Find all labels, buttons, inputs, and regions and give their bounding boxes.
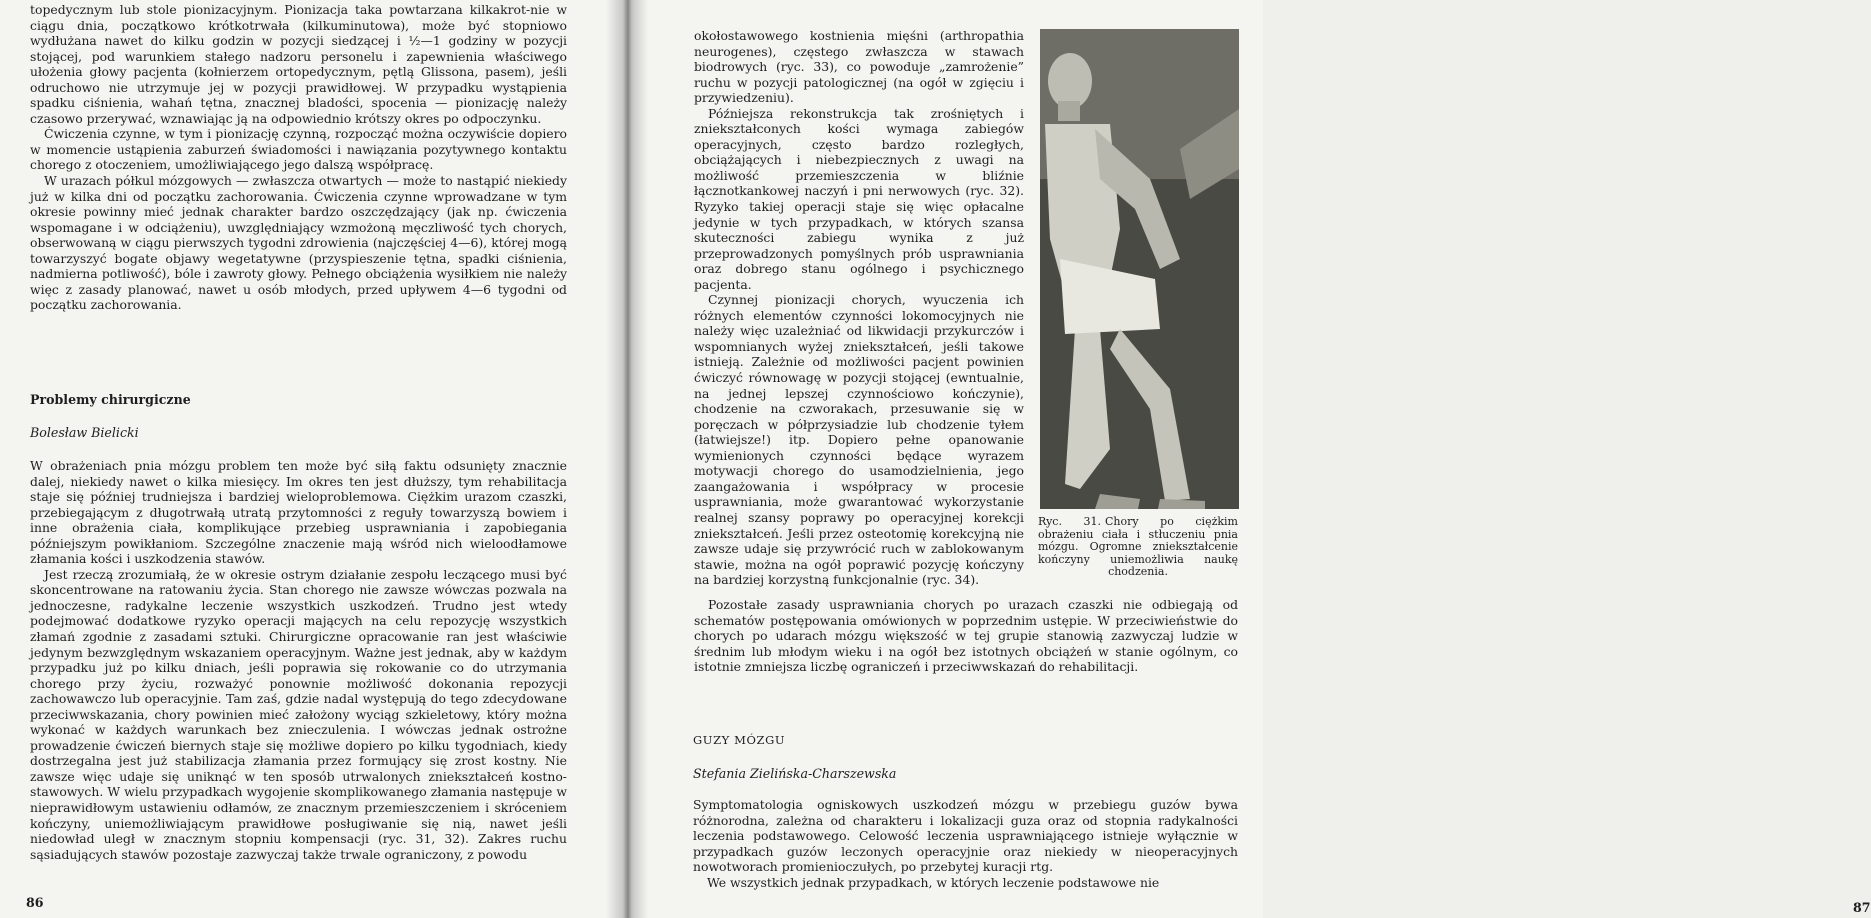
left-page — [0, 0, 628, 918]
figure-label: Ryc. 31. — [1038, 515, 1102, 528]
paragraph: Symptomatologia ogniskowych uszkodzeń mózgu w przebiegu guzów bywa różnorodna, zależna od charakteru i lokalizacji guza oraz od stopnia radykalności leczenia podstawowego. Celowość leczenia usprawniającego istnieje wyłącznie w przypadkach guzów leczonych operacyjnie oraz niekiedy w nieoperacyjnych nowotworach promienioczułych, po przebytej kuracji rtg. — [693, 797, 1238, 875]
paragraph: okołostawowego kostnienia mięśni (arthropathia neurogenes), częstego zwłaszcza w stawach biodrowych (ryc. 33), co powoduje „zamrożenie” ruchu w pozycji patologicznej (na ogół w zgięciu i przywiedzeniu). — [694, 28, 1024, 106]
page-number-left: 86 — [26, 895, 44, 910]
patient-figure-illustration — [1040, 29, 1239, 509]
section-title-surgical: Problemy chirurgiczne — [30, 392, 191, 407]
right-section-text — [693, 797, 1238, 890]
section-author: Stefania Zielińska-Charszewska — [693, 766, 897, 781]
left-section-text — [30, 458, 567, 862]
right-full-text — [694, 597, 1238, 675]
paragraph: Czynnej pionizacji chorych, wyuczenia ich różnych elementów czynności lokomocyjnych nie należy więc uzależniać od likwidacji przykurczów i wspomnianych wyżej zniekształceń, jeśli takowe istnieją. Zależnie od możliwości pacjent powinien ćwiczyć równowagę w pozycji stojącej (ewntualnie, na jednej lepszej czynnościowo kończynie), chodzenie na czworakach, przesuwanie się w poręczach w półprzysiadzie lub chodzenie tyłem (łatwiejsze!) itp. Dopiero pełne opanowanie wymienionych czynności będące wyrazem motywacji chorego do usamodzielnienia, jego zaangażowania i współpracy w procesie usprawniania, może gwarantować wykorzystanie realnej szansy poprawy po operacyjnej korekcji zniekształceń. Jeśli przez osteotomię korekcyjną nie zawsze udaje się przywrócić ruch w zablokowanym stawie, można na ogół poprawić pozycję kończyny na bardziej korzystną funkcjonalnie (ryc. 34). — [694, 292, 1024, 588]
paragraph: We wszystkich jednak przypadkach, w których leczenie podstawowe nie — [707, 874, 1160, 890]
figure-caption — [1038, 516, 1238, 579]
paragraph: Jest rzeczą zrozumiałą, że w okresie ostrym działanie zespołu leczącego musi być skoncentrowane na ratowaniu życia. Stan chorego nie zawsze wówczas pozwala na jednoczesne, radykalne leczenie wszystkich uszkodzeń. Trudno jest wtedy podejmować dodatkowe ryzyko operacji mających na celu repozycję wszystkich złamań zgodnie z zasadami sztuki. Chirurgiczne opracowanie ran jest właściwie jedynym bezwzględnym wskazaniem operacyjnym. Ważne jest jednak, aby w każdym przypadku już po kilku dniach, jeśli poprawia się rokowanie co do utrzymania chorego przy życiu, rozważyć ponownie możliwość dokonania repozycji zachowawczo lub operacyjnie. Tam zaś, gdzie nadal występują do tego zdecydowane przeciwwskazania, chory powinien mieć założony wyciąg szkieletowy, który można wykonać w każdych warunkach bez znieczulenia. I wówczas jednak ostrożne prowadzenie ćwiczeń biernych staje się możliwe dopiero po kilku tygodniach, kiedy dostrzegalna jest już stabilizacja złamania przez formujący się zrost kostny. Nie zawsze więc udaje się uniknąć w ten sposób utrwalonych zniekształceń kostno-stawowych. W wielu przypadkach wygojenie skomplikowanego złamania następuje w nieprawidłowym ustawieniu odłamów, ze znacznym przemieszczeniem i skróceniem kończyny, uniemożliwiającym prawidłowe posługiwanie się nią, nawet jeśli niedowład uległ w znacznym stopniu kompensacji (ryc. 31, 32). Zakres ruchu sąsiadujących stawów pozostaje zazwyczaj także trwale ograniczony, z powodu — [30, 566, 567, 862]
paragraph: W obrażeniach pnia mózgu problem ten może być siłą faktu odsunięty znacznie dalej, niekiedy nawet o kilka miesięcy. Im okres ten jest dłuższy, tym rehabilitacja staje się później trudniejsza i bardziej wieloproblemowa. Ciężkim urazom czaszki, przebiegającym z długotrwałą utratą przytomności z reguły towarzyszą bowiem i inne obrażenia ciała, komplikujące przebieg usprawniania i zapobiegania późniejszym powikłaniom. Szczególne znaczenie mają wśród nich wieloodłamowe złamania kości i uszkodzenia stawów. — [30, 458, 567, 567]
left-intro-text — [30, 2, 567, 313]
right-page — [634, 0, 1871, 918]
figure-photo — [1040, 29, 1239, 509]
paragraph: Ćwiczenia czynne, w tym i pionizację czynną, rozpocząć można oczywiście dopiero w momencie ustąpienia zaburzeń świadomości i nawiązania pozytywnego kontaktu chorego z otoczeniem, umożliwiającego jego dalszą współpracę. — [30, 126, 567, 173]
paragraph: Pozostałe zasady usprawniania chorych po urazach czaszki nie odbiegają od schematów postępowania omówionych w poprzednim ustępie. W przeciwieństwie do chorych po udarach mózgu większość w tej grupie stanowią zazwyczaj ludzie w średnim lub młodym wieku i na ogół bez istotnych obciążeń w stanie ogólnym, co istotnie zmniejsza liczbę ograniczeń i przeciwwskazań do rehabilitacji. — [694, 597, 1238, 675]
page-number-right: 87 — [1853, 900, 1871, 915]
figure-caption-text: Chory po ciężkim obrażeniu ciała i stłuczeniu pnia mózgu. Ogromne zniekształcenie kończyny uniemożliwia naukę chodzenia. — [1038, 515, 1238, 579]
paragraph: Późniejsza rekonstrukcja tak zrośniętych i zniekształconych kości wymaga zabiegów operacyjnych, często bardzo rozległych, obciążających i niebezpiecznych z uwagi na możliwość przemieszczenia w bliźnie łącznotkankowej naczyń i pni nerwowych (ryc. 32). Ryzyko takiej operacji staje się więc opłacalne jedynie w tych przypadkach, w których szansa skuteczności zabiegu wynika z już przeprowadzonych pomyślnych prób usprawniania oraz dobrego stanu ogólnego i psychicznego pacjenta. — [694, 105, 1024, 292]
paragraph: W urazach półkul mózgowych — zwłaszcza otwartych — może to nastąpić niekiedy już w kilka dni od początku zachorowania. Ćwiczenia czynne wprowadzane w tym okresie powinny mieć jednak charakter bardzo oszczędzający (jak np. ćwiczenia wspomagane i w odciążeniu), uwzględniający wzmożoną męczliwość tych chorych, obserwowaną w ciągu pierwszych tygodni zdrowienia (najczęściej 4—6), której mogą towarzyszyć bogate objawy wegetatywne (przyspieszenie tętna, spadki ciśnienia, nadmierna potliwość), bóle i zawroty głowy. Pełnego obciążenia wysiłkiem nie należy więc z zasady planować, nawet u osób młodych, przed upływem 4—6 tygodni od początku zachorowania. — [30, 173, 567, 313]
paragraph: topedycznym lub stole pionizacyjnym. Pionizacja taka powtarzana kilkakrot-nie w ciągu dnia, początkowo krótkotrwała (kilkuminutowa), może być stopniowo wydłużana nawet do kilku godzin w pozycji siedzącej i ½—1 godziny w pozycji stojącej, pod warunkiem stałego nadzoru personelu i zapewnienia właściwego ułożenia głowy pacjenta (kołnierzem ortopedycznym, pętlą Glissona, pasem), jeśli odruchowo nie utrzymuje jej w pozycji prawidłowej. W przypadku wystąpienia spadku ciśnienia, wahań tętna, znacznej bladości, spocenia — pionizację należy czasowo przerywać, wznawiając ją na odpowiednio krótszy okres po odpoczynku. — [30, 2, 567, 126]
section-author: Bolesław Bielicki — [30, 425, 139, 440]
section-title-brain-tumors: GUZY MÓZGU — [693, 733, 786, 747]
right-column-text — [694, 28, 1024, 588]
